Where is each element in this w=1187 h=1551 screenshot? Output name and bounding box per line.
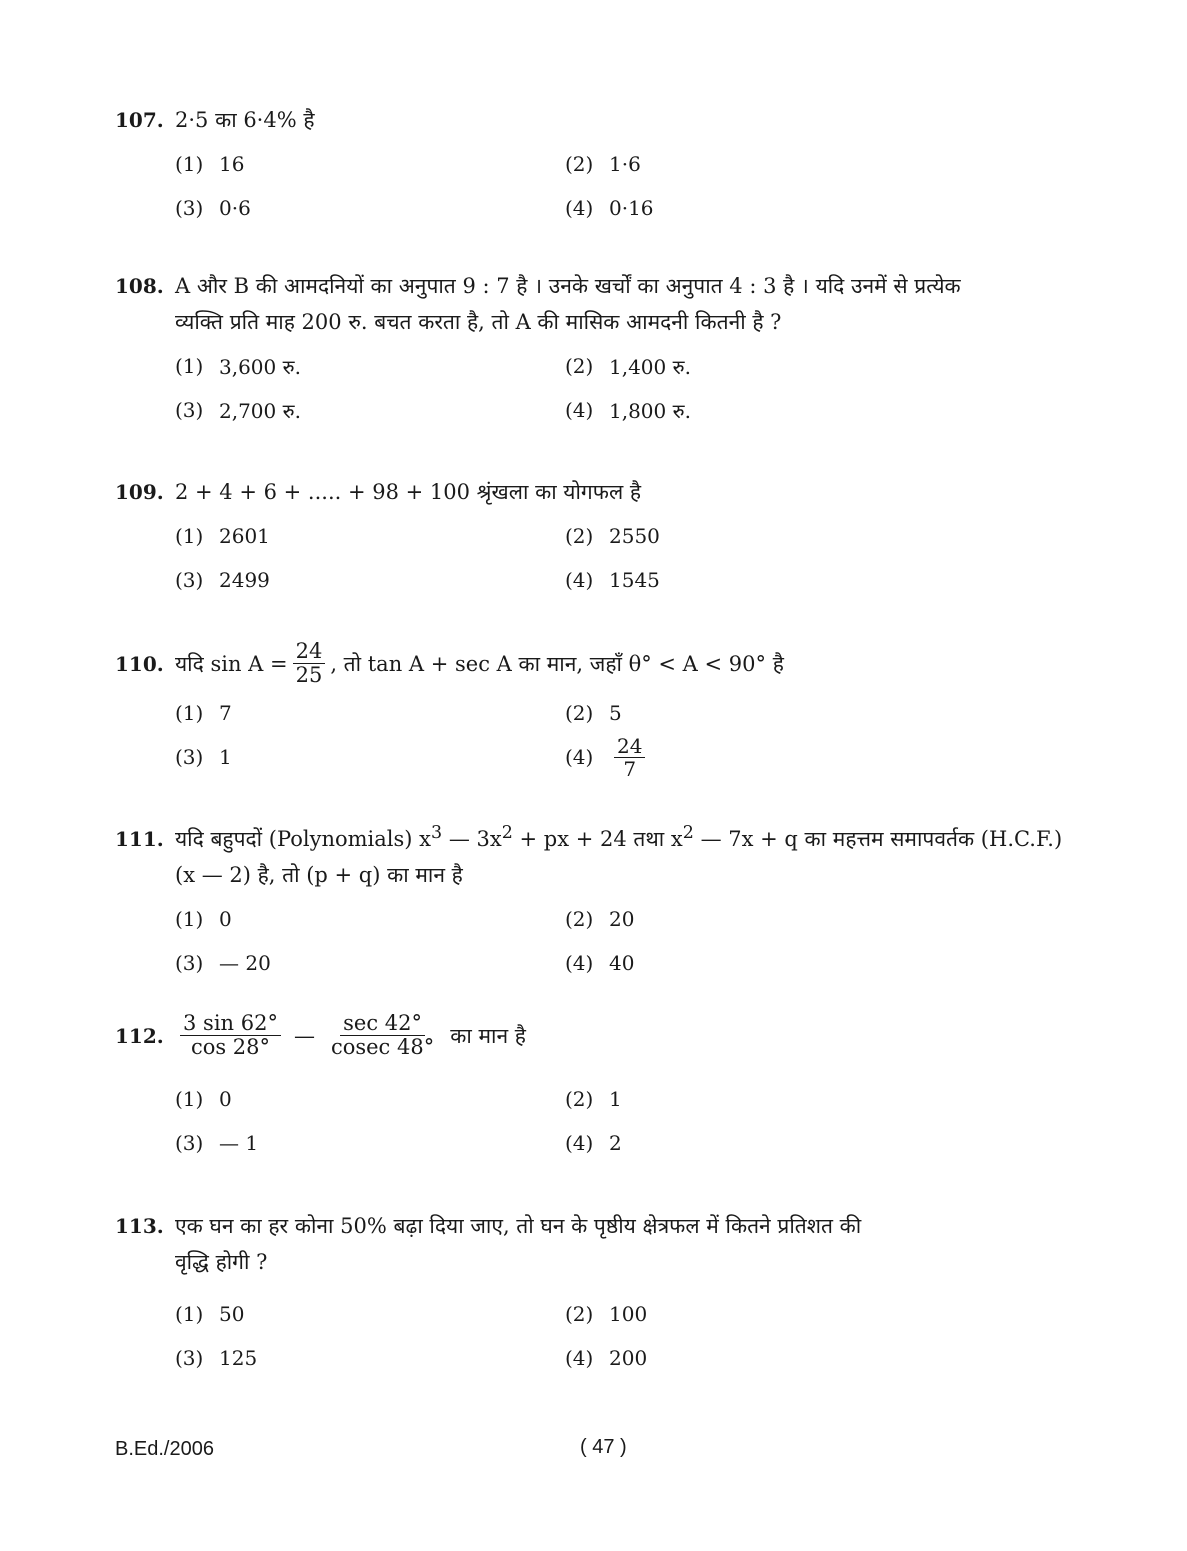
option-2 <box>565 1296 955 1332</box>
option-label: (2) <box>565 152 594 176</box>
question-text <box>175 640 1095 687</box>
option-2 <box>565 1081 955 1117</box>
option-label: (2) <box>565 907 594 931</box>
option-4 <box>565 1125 955 1161</box>
option-label: (3) <box>175 1346 204 1370</box>
option-4 <box>565 392 955 428</box>
fraction <box>328 1012 437 1059</box>
question-number: 110. <box>115 651 164 676</box>
option-1 <box>175 901 565 937</box>
text-part: यदि बहुपदों (Polynomials) x <box>175 827 431 851</box>
option-label: (1) <box>175 524 204 548</box>
option-4 <box>565 190 955 226</box>
question-text-continued: वृद्धि होगी ? <box>175 1250 268 1274</box>
exam-code: B.Ed./2006 <box>115 1438 214 1460</box>
option-value: 5 <box>609 701 622 726</box>
option-label: (4) <box>565 398 594 422</box>
option-value: 1·6 <box>609 152 641 176</box>
fraction-numerator: 3 sin 62° <box>180 1012 281 1036</box>
option-2 <box>565 695 955 731</box>
option-value: 2 <box>609 1131 622 1156</box>
option-label: (2) <box>565 354 594 378</box>
question-number: 111. <box>115 827 164 851</box>
option-label: (2) <box>565 701 594 726</box>
question-number: 112. <box>115 1023 164 1048</box>
option-value: 16 <box>219 152 245 176</box>
option-value: 3,600 रु. <box>219 354 301 379</box>
option-value: 2550 <box>609 524 660 548</box>
option-4 <box>565 945 955 981</box>
question-number: 107. <box>115 108 164 132</box>
option-value: — 1 <box>219 1131 259 1156</box>
fraction-denominator: cos 28° <box>190 1035 271 1060</box>
option-label: (4) <box>565 568 594 592</box>
question-110 <box>115 639 1095 781</box>
option-1 <box>175 695 565 731</box>
option-value: 1545 <box>609 568 660 592</box>
question-number: 113. <box>115 1214 164 1238</box>
option-label: (1) <box>175 907 204 931</box>
options <box>175 695 1095 781</box>
question-text <box>175 815 1095 857</box>
exponent: 2 <box>682 823 694 843</box>
fraction-denominator: cosec 48° <box>330 1035 435 1060</box>
option-label: (3) <box>175 1131 204 1156</box>
option-label: (2) <box>565 524 594 548</box>
option-label: (3) <box>175 196 204 220</box>
option-2 <box>565 146 955 182</box>
question-text <box>175 1012 1095 1059</box>
option-1 <box>175 348 565 384</box>
option-1 <box>175 1296 565 1332</box>
fraction <box>293 640 326 687</box>
option-4 <box>565 562 955 598</box>
option-3 <box>175 1125 565 1161</box>
option-value: 50 <box>219 1302 245 1326</box>
exponent: 2 <box>501 823 513 843</box>
option-label: (2) <box>565 1087 594 1112</box>
question-number: 109. <box>115 480 164 504</box>
options <box>175 146 1095 226</box>
question-text-continued: व्यक्ति प्रति माह 200 रु. बचत करता है, तो A की मासिक आमदनी कितनी है ? <box>175 310 782 334</box>
fraction-denominator: 25 <box>295 663 323 688</box>
question-113 <box>115 1208 1095 1376</box>
minus-sign: — <box>293 1023 315 1048</box>
text-part: — 7x + q का महत्तम समापवर्तक (H.C.F.) <box>693 827 1063 851</box>
fraction-numerator: 24 <box>614 735 645 758</box>
options <box>175 1081 1095 1161</box>
option-2 <box>565 348 955 384</box>
option-value: 2,700 रु. <box>219 398 301 423</box>
option-value: 20 <box>609 907 635 931</box>
option-value: 1,400 रु. <box>609 354 691 379</box>
option-1 <box>175 518 565 554</box>
option-value: 125 <box>219 1346 258 1370</box>
option-value: 200 <box>609 1346 648 1370</box>
question-text-suffix: का मान है <box>450 1023 526 1048</box>
option-value: 1 <box>219 745 232 770</box>
option-1 <box>175 1081 565 1117</box>
option-value: 0·16 <box>609 196 654 220</box>
options <box>175 348 1095 428</box>
option-label: (1) <box>175 701 204 726</box>
option-label: (1) <box>175 152 204 176</box>
text-part: + px + 24 तथा x <box>512 827 683 851</box>
option-value: 2499 <box>219 568 270 592</box>
options <box>175 518 1095 598</box>
question-text: 2 + 4 + 6 + ..... + 98 + 100 श्रृंखला का योगफल है <box>175 480 642 504</box>
option-label: (3) <box>175 745 204 770</box>
question-text-continued: (x — 2) है, तो (p + q) का मान है <box>175 863 463 887</box>
option-label: (4) <box>565 1131 594 1156</box>
options <box>175 1296 1095 1376</box>
exponent: 3 <box>431 823 443 843</box>
option-4 <box>565 1340 955 1376</box>
option-label: (3) <box>175 568 204 592</box>
option-label: (4) <box>565 1346 594 1370</box>
option-label: (1) <box>175 1302 204 1326</box>
question-108 <box>115 268 1095 428</box>
option-value: 1,800 रु. <box>609 398 691 423</box>
option-value: 0 <box>219 907 232 931</box>
option-label: (2) <box>565 1302 594 1326</box>
option-value: 7 <box>219 701 232 726</box>
option-value: 100 <box>609 1302 648 1326</box>
question-text-prefix: यदि sin A = <box>175 651 288 676</box>
option-3 <box>175 739 565 775</box>
question-109 <box>115 474 1095 598</box>
option-4 <box>565 733 955 781</box>
option-label: (1) <box>175 1087 204 1112</box>
text-part: — 3x <box>442 827 502 851</box>
option-label: (4) <box>565 951 594 975</box>
option-label: (4) <box>565 745 594 770</box>
question-111 <box>115 815 1095 981</box>
option-value: 40 <box>609 951 635 975</box>
fraction-numerator: 24 <box>293 640 326 664</box>
fraction <box>180 1012 281 1059</box>
fraction-numerator: sec 42° <box>340 1012 425 1036</box>
option-value: 0·6 <box>219 196 251 220</box>
question-text: A और B की आमदनियों का अनुपात 9 : 7 है । उनके खर्चों का अनुपात 4 : 3 है । यदि उनमें से प्रत्येक <box>175 274 961 298</box>
fraction-denominator: 7 <box>623 756 637 781</box>
question-text: 2·5 का 6·4% है <box>175 108 315 132</box>
option-label: (3) <box>175 951 204 975</box>
option-value: 1 <box>609 1087 622 1112</box>
option-label: (4) <box>565 196 594 220</box>
option-1 <box>175 146 565 182</box>
option-3 <box>175 945 565 981</box>
question-112 <box>115 1012 1095 1161</box>
option-3 <box>175 190 565 226</box>
question-text: एक घन का हर कोना 50% बढ़ा दिया जाए, तो घन के पृष्ठीय क्षेत्रफल में कितने प्रतिशत की <box>175 1214 862 1238</box>
option-3 <box>175 392 565 428</box>
option-value: 2601 <box>219 524 270 548</box>
option-value: 0 <box>219 1087 232 1112</box>
options <box>175 901 1095 981</box>
option-3 <box>175 1340 565 1376</box>
option-label: (1) <box>175 354 204 378</box>
question-text-suffix: , तो tan A + sec A का मान, जहाँ θ° < A < 90° है <box>330 651 784 676</box>
question-number: 108. <box>115 274 164 298</box>
option-2 <box>565 901 955 937</box>
option-3 <box>175 562 565 598</box>
option-label: (3) <box>175 398 204 422</box>
page-number: ( 47 ) <box>580 1436 627 1458</box>
question-107 <box>115 102 1095 226</box>
option-value: — 20 <box>219 951 271 975</box>
fraction <box>614 735 645 780</box>
option-2 <box>565 518 955 554</box>
